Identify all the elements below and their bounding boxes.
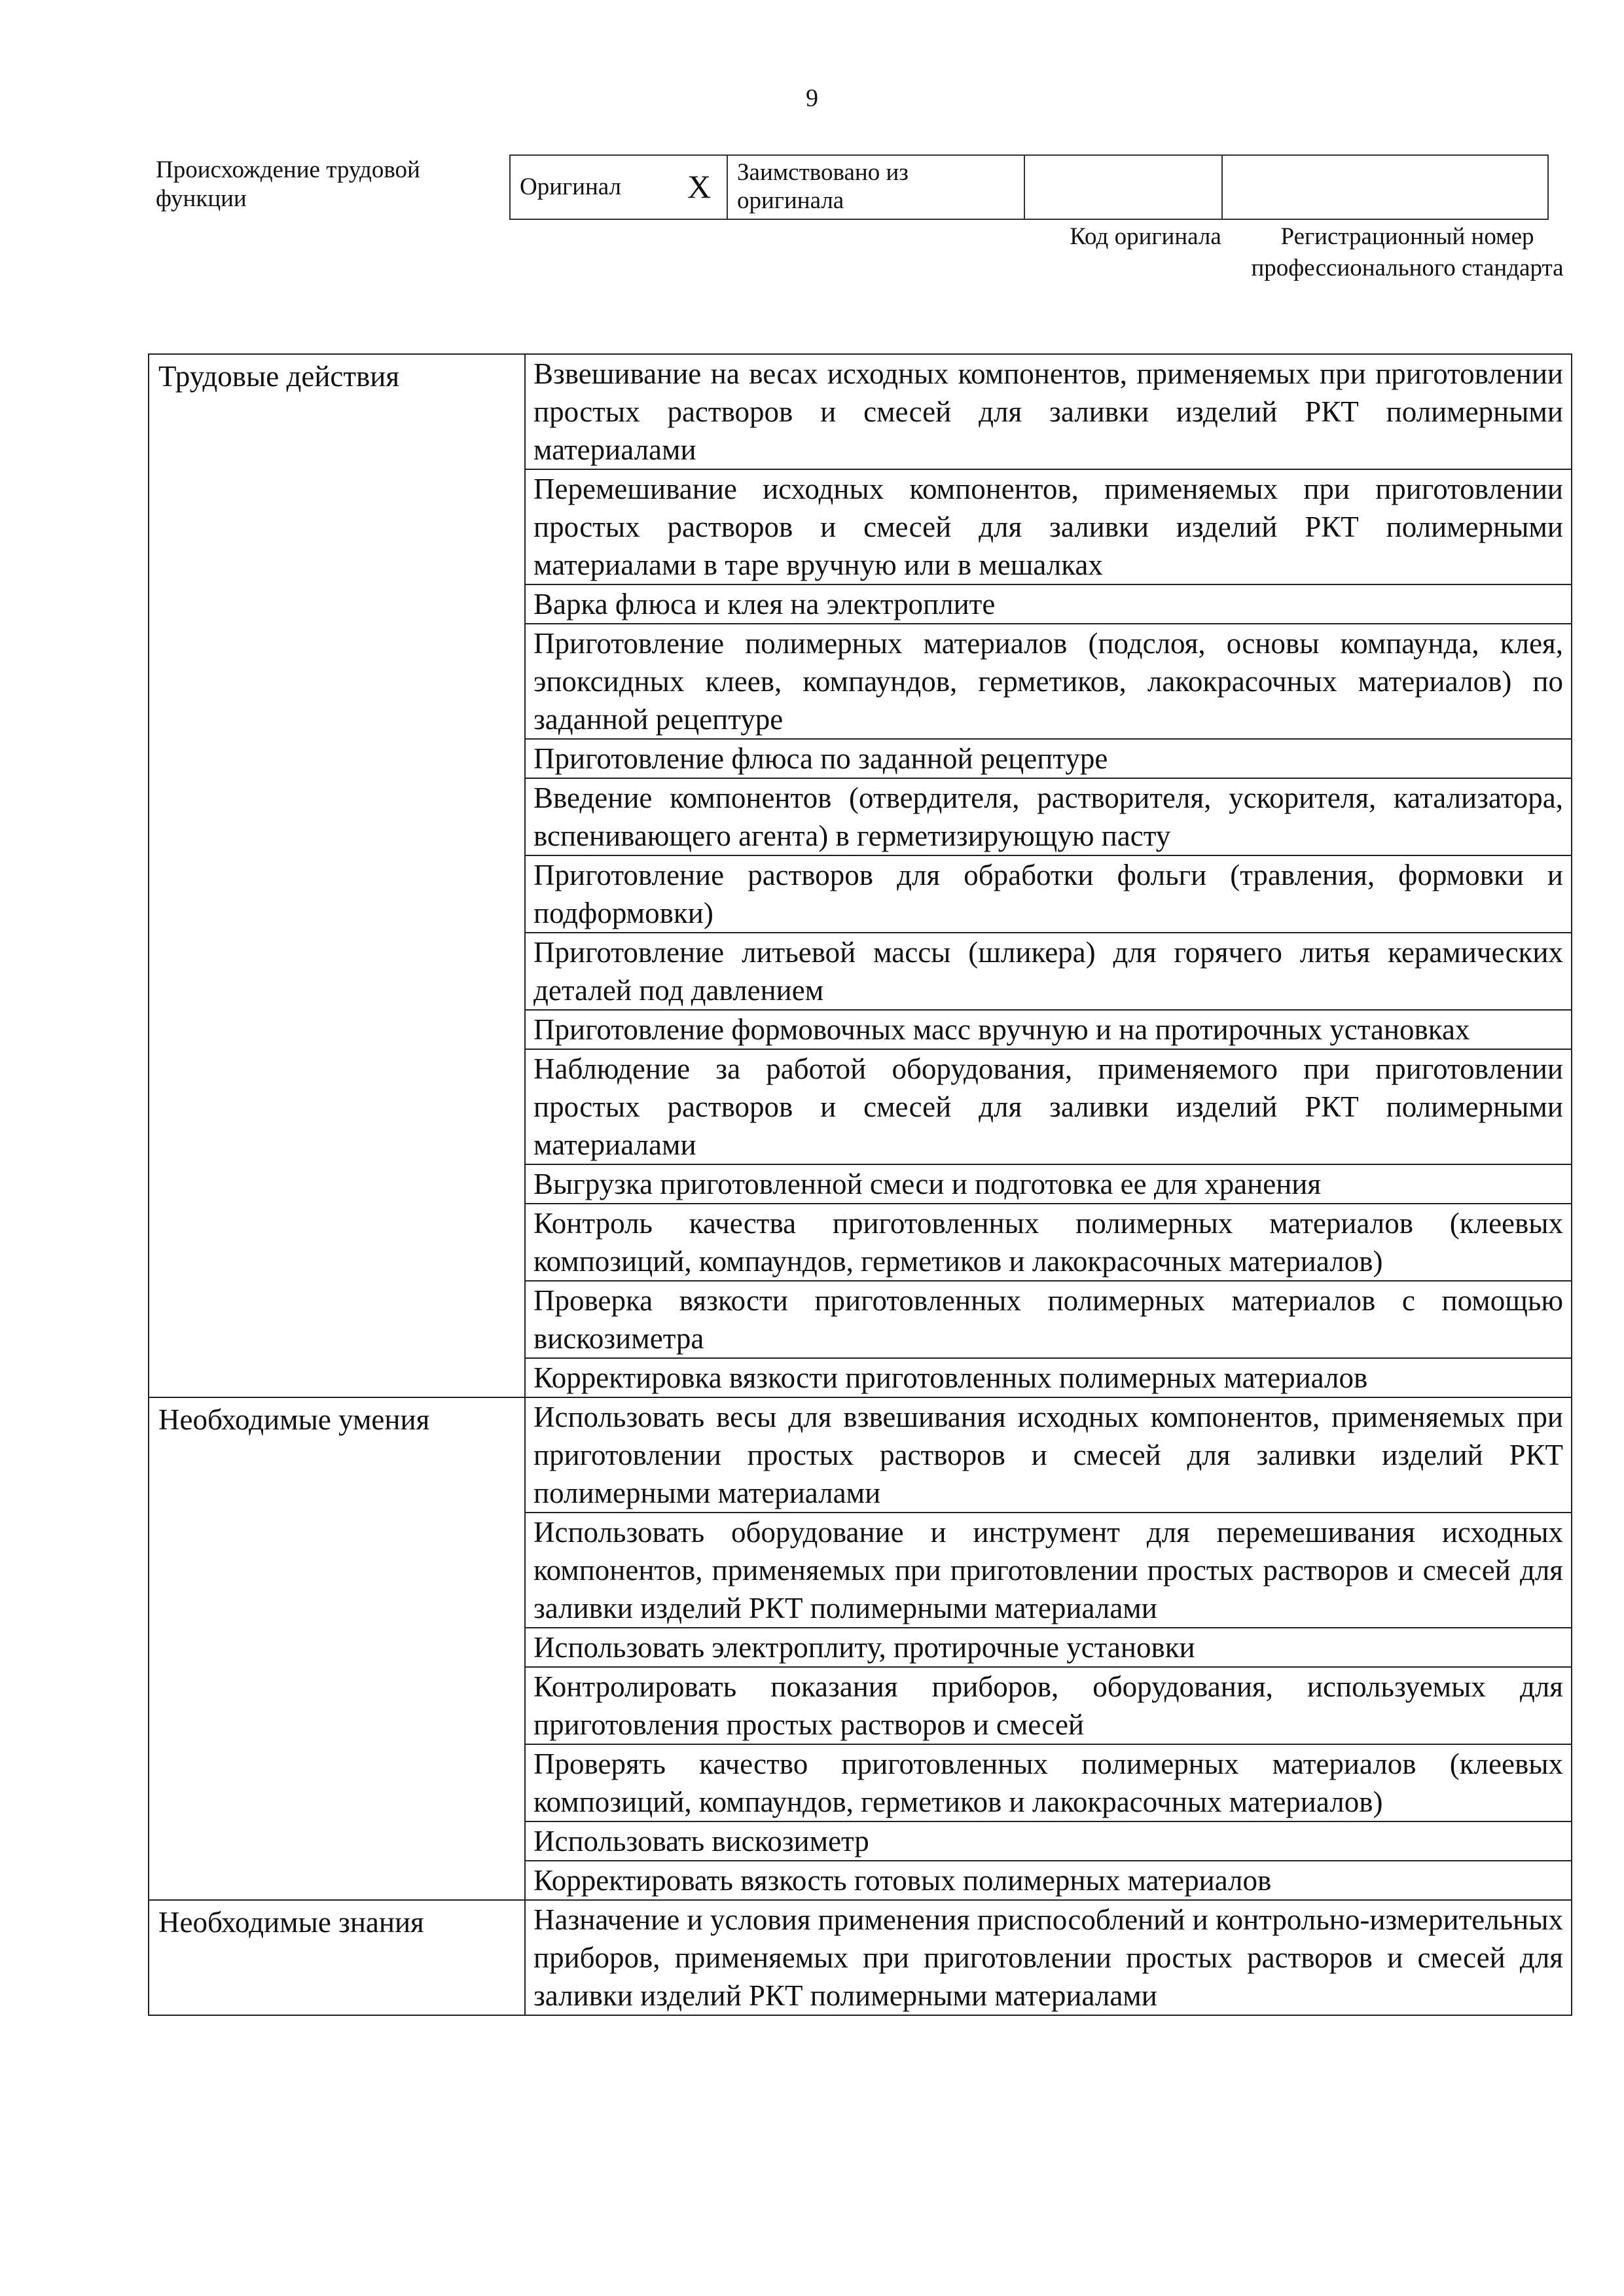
list-item: Приготовление формовочных масс вручную и на протирочных установках	[525, 1010, 1572, 1049]
page-number: 9	[806, 84, 818, 112]
registration-number-cell	[1222, 155, 1548, 219]
section-title: Необходимые знания	[149, 1900, 525, 2015]
list-item: Проверка вязкости приготовленных полимерных материалов с помощью вискозиметра	[525, 1281, 1572, 1358]
list-item: Приготовление литьевой массы (шликера) для горячего литья керамических деталей под давлением	[525, 933, 1572, 1010]
borrowed-label: Заимствовано из оригинала	[727, 155, 1024, 219]
table-row	[149, 1397, 1572, 1513]
list-item: Использовать вискозиметр	[525, 1821, 1572, 1861]
list-item: Введение компонентов (отвердителя, растворителя, ускорителя, катализатора, вспенивающего агента) в герметизирующую пасту	[525, 778, 1572, 855]
list-item: Контролировать показания приборов, оборудования, используемых для приготовления простых растворов и смесей	[525, 1667, 1572, 1744]
list-item: Приготовление полимерных материалов (подслоя, основы компаунда, клея, эпоксидных клеев, компаундов, герметиков, лакокрасочных материалов) по заданной рецептуре	[525, 624, 1572, 739]
list-item: Назначение и условия применения приспособлений и контрольно-измерительных приборов, применяемых при приготовлении простых растворов и смесей для заливки изделий РКТ полимерными материалами	[525, 1900, 1572, 2015]
list-item: Приготовление растворов для обработки фольги (травления, формовки и подформовки)	[525, 855, 1572, 933]
code-caption: Код оригинала	[1070, 223, 1221, 250]
original-code-cell	[1024, 155, 1222, 219]
table-row	[149, 354, 1572, 469]
list-item: Варка флюса и клея на электроплите	[525, 584, 1572, 624]
original-mark: X	[679, 155, 727, 219]
labor-function-table	[148, 353, 1572, 2016]
list-item: Перемешивание исходных компонентов, применяемых при приготовлении простых растворов и смесей для заливки изделий РКТ полимерными материалами в таре вручную или в мешалках	[525, 469, 1572, 584]
list-item: Приготовление флюса по заданной рецептуре	[525, 739, 1572, 778]
list-item: Взвешивание на весах исходных компонентов, применяемых при приготовлении простых растворов и смесей для заливки изделий РКТ полимерными материалами	[525, 354, 1572, 469]
list-item: Выгрузка приготовленной смеси и подготовка ее для хранения	[525, 1164, 1572, 1204]
list-item: Наблюдение за работой оборудования, применяемого при приготовлении простых растворов и смесей для заливки изделий РКТ полимерными материалами	[525, 1049, 1572, 1164]
origin-label: Происхождение трудовой функции	[156, 156, 420, 213]
origin-table	[509, 154, 1549, 220]
registration-caption: Регистрационный номер профессионального стандарта	[1251, 223, 1564, 282]
original-label: Оригинал	[510, 155, 679, 219]
table-row	[149, 1900, 1572, 2015]
section-title: Необходимые умения	[149, 1397, 525, 1900]
list-item: Корректировать вязкость готовых полимерных материалов	[525, 1861, 1572, 1900]
list-item: Корректировка вязкости приготовленных полимерных материалов	[525, 1358, 1572, 1397]
section-title: Трудовые действия	[149, 354, 525, 1397]
list-item: Контроль качества приготовленных полимерных материалов (клеевых композиций, компаундов, герметиков и лакокрасочных материалов)	[525, 1204, 1572, 1281]
list-item: Проверять качество приготовленных полимерных материалов (клеевых композиций, компаундов, герметиков и лакокрасочных материалов)	[525, 1744, 1572, 1821]
list-item: Использовать оборудование и инструмент для перемешивания исходных компонентов, применяемых при приготовлении простых растворов и смесей для заливки изделий РКТ полимерными материалами	[525, 1513, 1572, 1628]
list-item: Использовать весы для взвешивания исходных компонентов, применяемых при приготовлении простых растворов и смесей для заливки изделий РКТ полимерными материалами	[525, 1397, 1572, 1513]
list-item: Использовать электроплиту, протирочные установки	[525, 1628, 1572, 1667]
